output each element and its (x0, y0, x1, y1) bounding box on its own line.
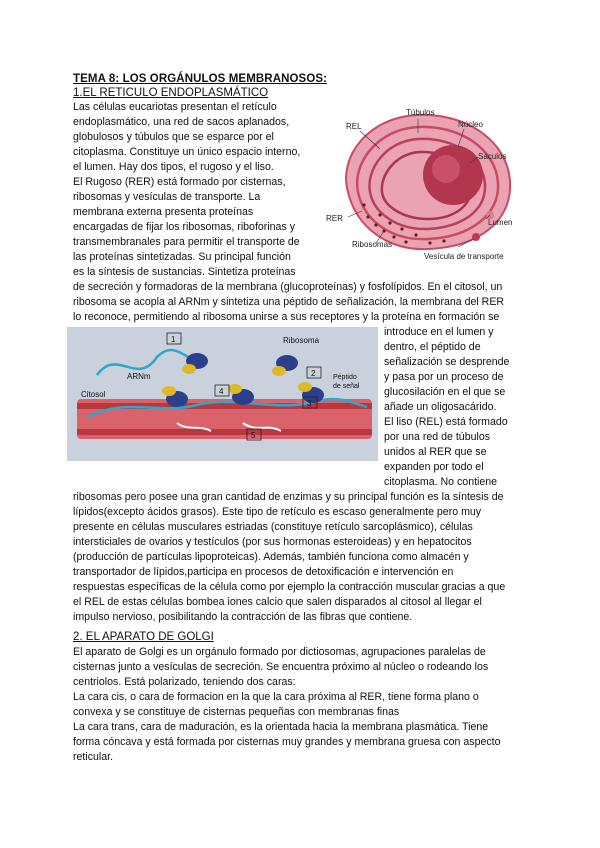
s1-line-15: introduce en el lumen y (384, 326, 494, 338)
label-citosol: Citosol (81, 390, 106, 399)
s1-line-31: transportador de lípidos,participa en procesos de detoxificación e intervención en (73, 566, 454, 578)
s1-line-3: citoplasma. Constituye un único espacio interno, (73, 146, 301, 158)
label-de-senal: de señal (333, 383, 360, 390)
step-1-label: 1 (171, 335, 176, 344)
label-rer: RER (326, 214, 343, 223)
s1-line-34: impulso nervioso, posibilitando la contracción de las fibras que contiene. (73, 611, 413, 623)
s1-line-23: unidos al RER que se (384, 446, 487, 458)
er-illustration (318, 97, 526, 267)
s1-line-26: ribosomas pero posee una gran cantidad de enzimas y su principal función es la síntesis de (73, 491, 504, 503)
label-lumen: Lumen (488, 218, 513, 227)
s1-line-0: Las células eucariotas presentan el retículo (73, 101, 277, 113)
label-tubulos: Túbulos (406, 108, 435, 117)
step-5-label: 5 (251, 431, 256, 440)
s1-line-14: lo reconoce, permitiendo al ribosoma unirse a sus receptores y la proteína en formación se (73, 311, 500, 323)
s1-line-9: transmembranales para permitir el transporte de (73, 236, 300, 248)
s2-line-0: El aparato de Golgi es un orgánulo formado por dictiosomas, agrupaciones paralelas de (73, 646, 486, 658)
section-1-heading: 1.EL RETICULO ENDOPLASMÁTICO (73, 87, 269, 99)
s1-line-12: de secreción y formadoras de la membrana (glucoproteínas) y fosfolípidos. En el citosol, un (73, 281, 503, 293)
s1-line-33: el REL de estas células bombea iones calcio que salen disparados al citosol al llegar el (73, 596, 482, 608)
transport-vesicle (472, 233, 480, 241)
s1-line-22: por una red de túbulos (384, 431, 491, 443)
s1-line-8: encargadas de fijar los ribosomas, riboforinas y (73, 221, 295, 233)
label-vesicula: Vesícula de transporte (424, 252, 504, 261)
label-peptido: Péptido (333, 374, 357, 381)
s1-line-20: añade un oligosacárido. (384, 401, 497, 413)
label-rel: REL (346, 122, 362, 131)
s1-line-2: globulosos y túbulos que se esparce por el (73, 131, 274, 143)
s1-line-19: glucosilación en el que se (384, 386, 506, 398)
s1-line-24: expanden por todo el (384, 461, 484, 473)
s1-line-16: dentro, el péptido de (384, 341, 481, 353)
s1-line-28: presente en células musculares estriadas (constituye retículo sarcoplásmico), células (73, 521, 473, 533)
label-nucleo: Núcleo (458, 120, 483, 129)
s2-line-7: reticular. (73, 751, 114, 763)
s1-line-32: respuestas específicas de la célula como por ejemplo la contracción muscular gracias a que (73, 581, 506, 593)
s1-line-1: endoplasmático, una red de sacos aplanados, (73, 116, 290, 128)
s1-line-25: citoplasma. No contiene (384, 476, 498, 488)
s1-line-11: es la síntesis de sustancias. Sintetiza proteínas (73, 266, 296, 278)
s1-line-7: membrana externa presenta proteínas (73, 206, 254, 218)
s2-line-1: cisternas junto a vesículas de secreción. Se encuentra próximo al núcleo o rodeando los (73, 661, 489, 673)
s1-line-17: señalización se desprende (384, 356, 510, 368)
s1-line-13: ribosoma se acopla al ARNm y sintetiza una péptido de señalización, la membrana del RER (73, 296, 505, 308)
s2-line-6: forma cóncava y está formada por cisternas muy grandes y membrana gruesa con aspecto (73, 736, 501, 748)
s1-line-21: El liso (REL) está formado (384, 416, 508, 428)
s1-line-5: El Rugoso (RER) está formado por cisternas, (73, 176, 286, 188)
label-saculos: Sáculos (478, 152, 507, 161)
s1-line-27: lípidos(excepto ácidos grasos). Este tipo de retículo es escaso generalmente pero muy (73, 506, 482, 518)
label-arnm: ARNm (127, 372, 151, 381)
step-4-label: 4 (219, 387, 224, 396)
s2-line-4: convexa y se constituye de cisternas pequeñas con membranas finas (73, 706, 400, 718)
protein-synthesis-diagram (67, 327, 378, 461)
er-membrane-bottom (77, 429, 372, 435)
s2-line-3: La cara cis, o cara de formacion en la que la cara próxima al RER, tiene forma plano o (73, 691, 479, 703)
nucleolus (432, 155, 460, 183)
step-2-label: 2 (311, 369, 316, 378)
page-title: TEMA 8: LOS ORGÁNULOS MEMBRANOSOS: (73, 73, 328, 85)
section-2-heading: 2. EL APARATO DE GOLGI (73, 631, 214, 643)
s1-line-6: ribosomas y vesículas de transporte. La (73, 191, 261, 203)
s1-line-18: y pasa por un proceso de (384, 371, 504, 383)
label-ribosomas: Ribosomas (352, 240, 393, 249)
label-ribosoma: Ribosoma (283, 336, 320, 345)
s1-line-29: intersticiales de ovarios y testículos (por sus hormonas esteroideas) y en hepatocitos (73, 536, 472, 548)
step-3-label: 3 (307, 399, 312, 408)
s1-line-10: las proteínas sintetizadas. Su principal función (73, 251, 291, 263)
s2-line-2: centriolos. Está polarizado, teniendo dos caras: (73, 676, 296, 688)
s2-line-5: La cara trans, cara de maduración, es la orientada hacia la membrana plasmática. Tiene (73, 721, 489, 733)
s1-line-4: el lumen. Hay dos tipos, el rugoso y el liso. (73, 161, 274, 173)
s1-line-30: (producción de partículas lipoproteicas). Además, también funciona como almacén y (73, 551, 469, 563)
